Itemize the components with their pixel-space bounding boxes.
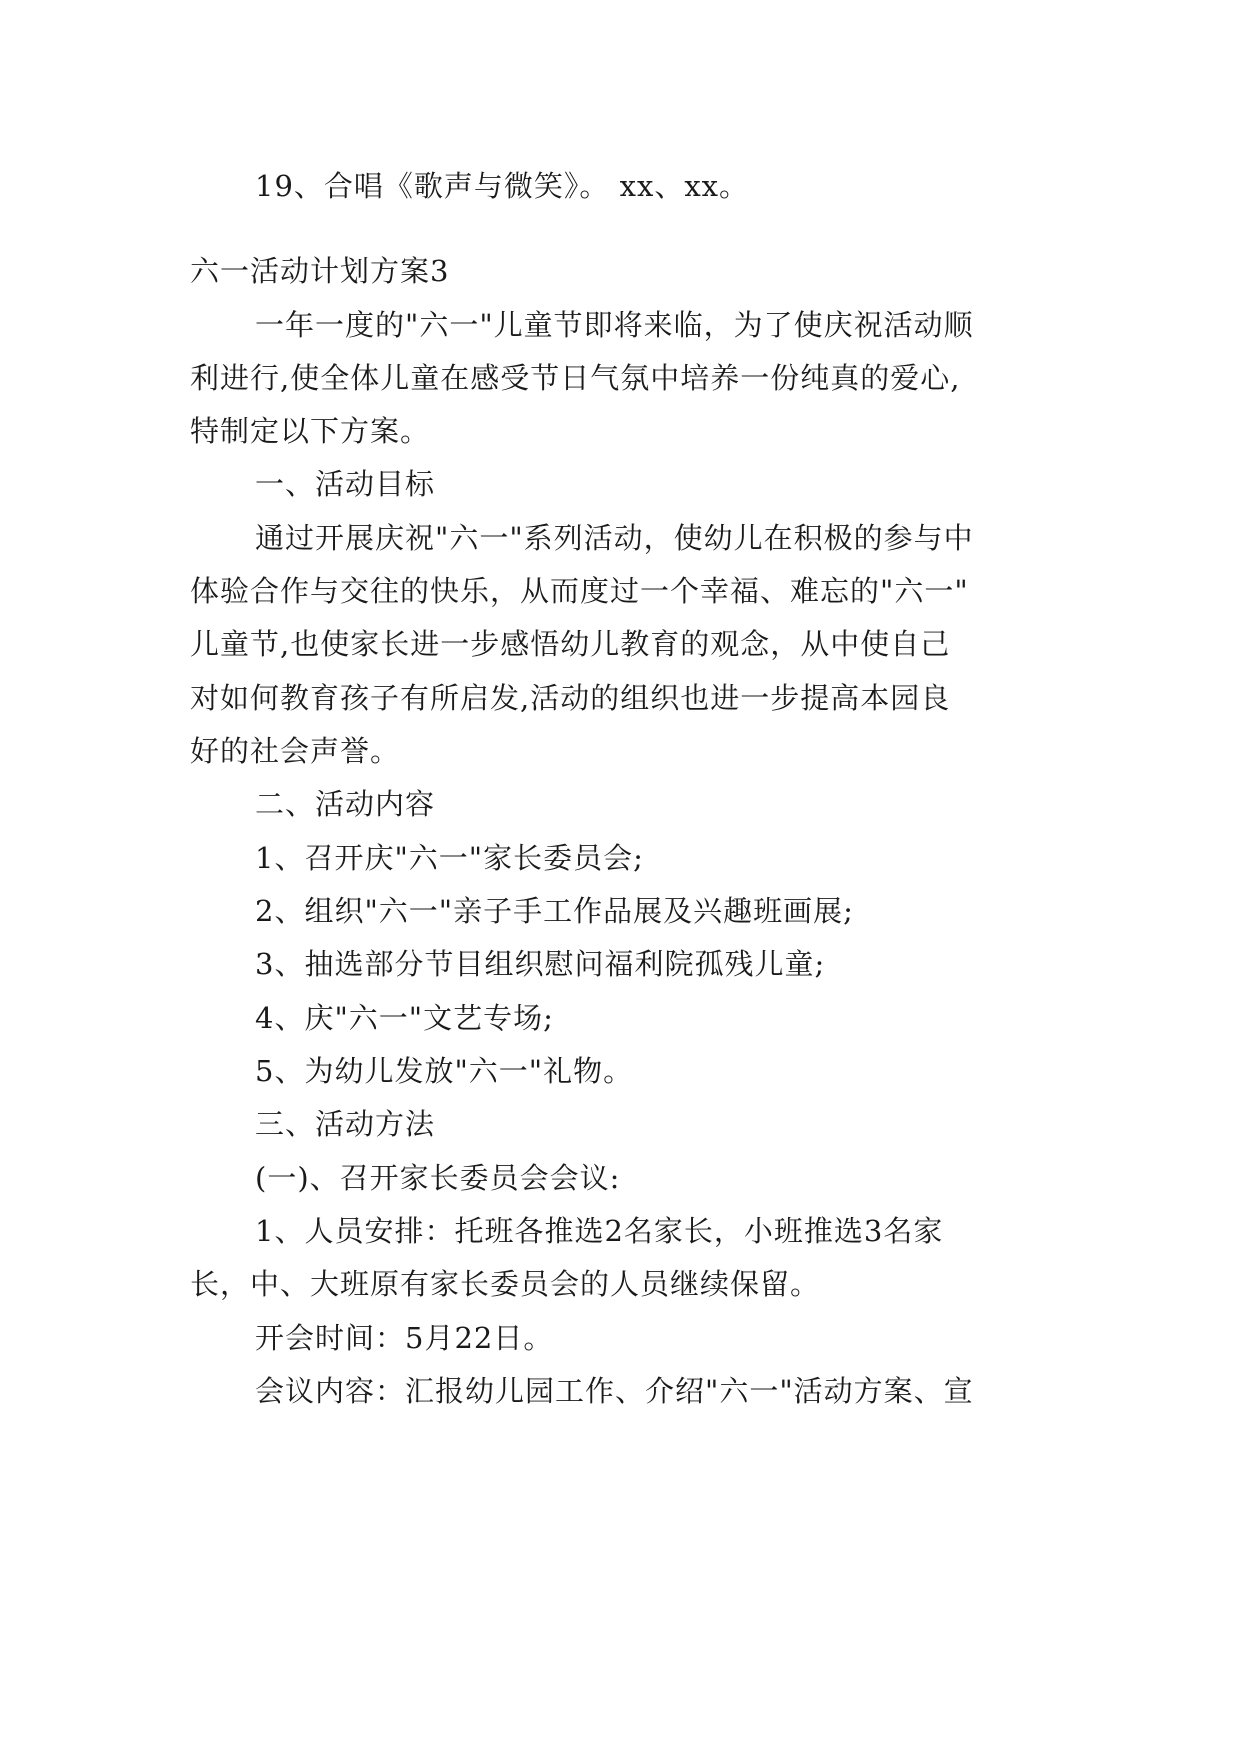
list-item: 4、庆"六一"文艺专场;: [255, 1001, 554, 1035]
paragraph-line: 1、人员安排：托班各推选2名家长，小班推选3名家: [255, 1214, 944, 1248]
paragraph-line: 特制定以下方案。: [190, 414, 431, 448]
meeting-content: 会议内容：汇报幼儿园工作、介绍"六一"活动方案、宣: [255, 1374, 974, 1408]
paragraph-line: 好的社会声誉。: [190, 734, 401, 768]
paragraph-line: 对如何教育孩子有所启发,活动的组织也进一步提高本园良: [190, 681, 951, 715]
list-item: 1、召开庆"六一"家长委员会;: [255, 841, 644, 875]
list-item: 5、为幼儿发放"六一"礼物。: [255, 1054, 634, 1088]
program-item-19: 19、合唱《歌声与微笑》。 xx、xx。: [255, 169, 750, 203]
paragraph-line: 长，中、大班原有家长委员会的人员继续保留。: [190, 1267, 821, 1301]
paragraph-line: 利进行,使全体儿童在感受节日气氛中培养一份纯真的爱心,: [190, 361, 961, 395]
paragraph-line: 儿童节,也使家长进一步感悟幼儿教育的观念，从中使自己: [190, 627, 951, 661]
heading-method: 三、活动方法: [255, 1107, 436, 1141]
meeting-time: 开会时间：5月22日。: [255, 1321, 554, 1355]
list-item: 3、抽选部分节目组织慰问福利院孤残儿童;: [255, 947, 826, 981]
section-title: 六一活动计划方案3: [190, 254, 450, 288]
heading-goal: 一、活动目标: [255, 467, 436, 501]
heading-content: 二、活动内容: [255, 787, 436, 821]
paragraph-line: 一年一度的"六一"儿童节即将来临，为了使庆祝活动顺: [255, 308, 974, 342]
sub-heading: (一)、召开家长委员会会议:: [255, 1161, 621, 1195]
list-item: 2、组织"六一"亲子手工作品展及兴趣班画展;: [255, 894, 854, 928]
paragraph-line: 通过开展庆祝"六一"系列活动，使幼儿在积极的参与中: [255, 521, 974, 555]
paragraph-line: 体验合作与交往的快乐，从而度过一个幸福、难忘的"六一": [190, 574, 969, 608]
